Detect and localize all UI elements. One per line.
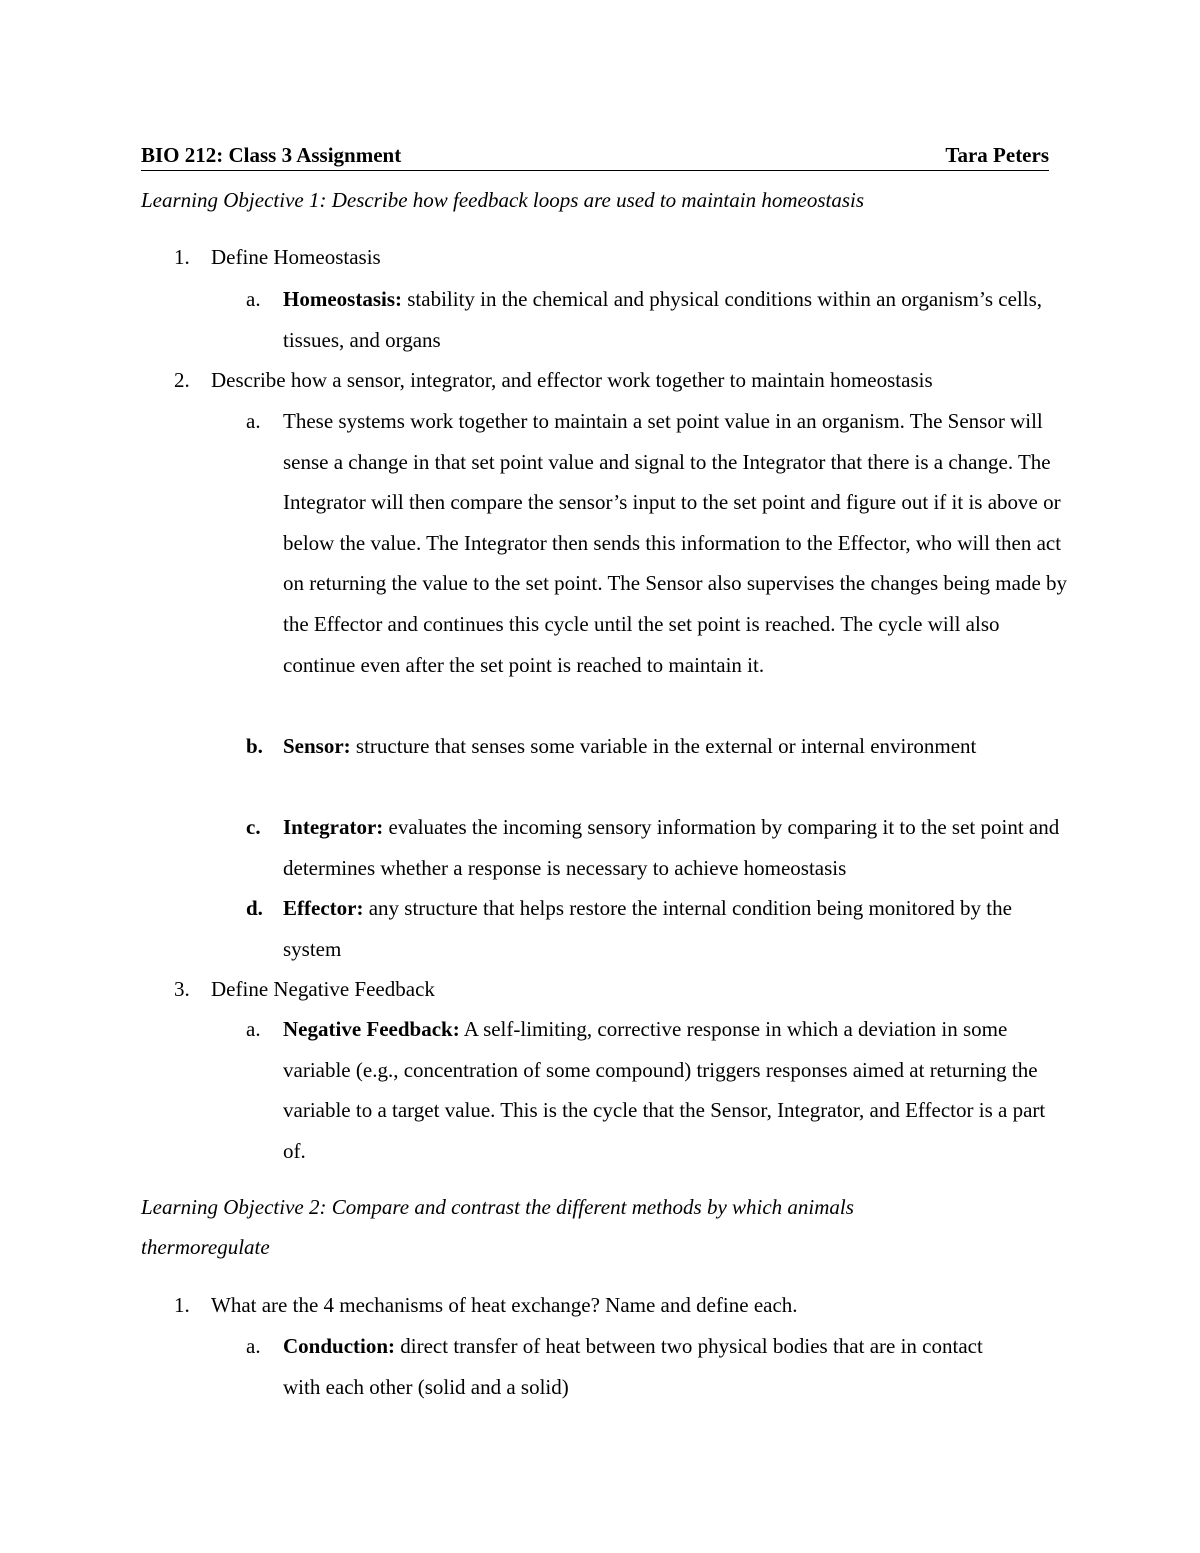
question-text: Define Negative Feedback	[211, 977, 435, 1001]
answer-sensor	[283, 726, 1068, 767]
answer-effector	[283, 888, 1068, 969]
answer-letter: a.	[246, 1017, 261, 1041]
answer-negative-feedback	[283, 1009, 1068, 1171]
answer-term: Integrator:	[283, 815, 384, 839]
question-text: Define Homeostasis	[211, 245, 381, 269]
answer-term: Conduction:	[283, 1334, 396, 1358]
document-header	[141, 140, 1049, 171]
answer-definition: A self-limiting, corrective response in which a deviation in some variable (e.g., concentration of some compound) triggers responses aimed at returning the variable to a target value. This is the cycle that the Sensor, Integrator, and Effector is a part of.	[283, 1017, 1046, 1163]
question-text: What are the 4 mechanisms of heat exchange? Name and define each.	[211, 1293, 798, 1317]
question-number: 2.	[174, 368, 190, 392]
answer-term: Effector:	[283, 896, 364, 920]
question-text: Describe how a sensor, integrator, and effector work together to maintain homeostasis	[211, 368, 933, 392]
answer-system-explanation	[283, 401, 1068, 685]
author-name: Tara Peters	[945, 143, 1049, 167]
answer-conduction	[283, 1326, 1013, 1407]
answer-definition: evaluates the incoming sensory information by comparing it to the set point and determines whether a response is necessary to achieve homeostasis	[283, 815, 1060, 880]
answer-definition: direct transfer of heat between two physical bodies that are in contact with each other (solid and a solid)	[283, 1334, 983, 1399]
learning-objective-1: Learning Objective 1: Describe how feedback loops are used to maintain homeostasis	[141, 188, 865, 212]
answer-letter: a.	[246, 287, 261, 311]
answer-letter: b.	[246, 734, 263, 758]
answer-definition: stability in the chemical and physical conditions within an organism’s cells, tissues, and organs	[283, 287, 1042, 352]
question-number: 1.	[174, 1293, 190, 1317]
answer-letter: a.	[246, 409, 261, 433]
learning-objective-2: Learning Objective 2: Compare and contrast the different methods by which animals thermoregulate	[141, 1195, 854, 1259]
answer-letter: a.	[246, 1334, 261, 1358]
answer-term: Negative Feedback:	[283, 1017, 460, 1041]
question-number: 1.	[174, 245, 190, 269]
answer-definition: structure that senses some variable in the external or internal environment	[350, 734, 977, 758]
answer-term: Sensor:	[283, 734, 351, 758]
answer-definition: any structure that helps restore the internal condition being monitored by the system	[283, 896, 1012, 961]
answer-term: Homeostasis:	[283, 287, 402, 311]
answer-integrator	[283, 807, 1068, 888]
answer-letter: d.	[246, 896, 263, 920]
question-number: 3.	[174, 977, 190, 1001]
answer-letter: c.	[246, 815, 261, 839]
course-title: BIO 212: Class 3 Assignment	[141, 143, 402, 167]
answer-definition: These systems work together to maintain a set point value in an organism. The Sensor will sense a change in that set point value and signal to the Integrator that there is a change. The Integrator will then compare the sensor’s input to the set point and figure out if it is above or below the value. The Integrator then sends this information to the Effector, who will then act on returning the value to the set point. The Sensor also supervises the changes being made by the Effector and continues this cycle until the set point is reached. The cycle will also continue even after the set point is reached to maintain it.	[283, 409, 1068, 677]
answer-homeostasis	[283, 279, 1068, 360]
